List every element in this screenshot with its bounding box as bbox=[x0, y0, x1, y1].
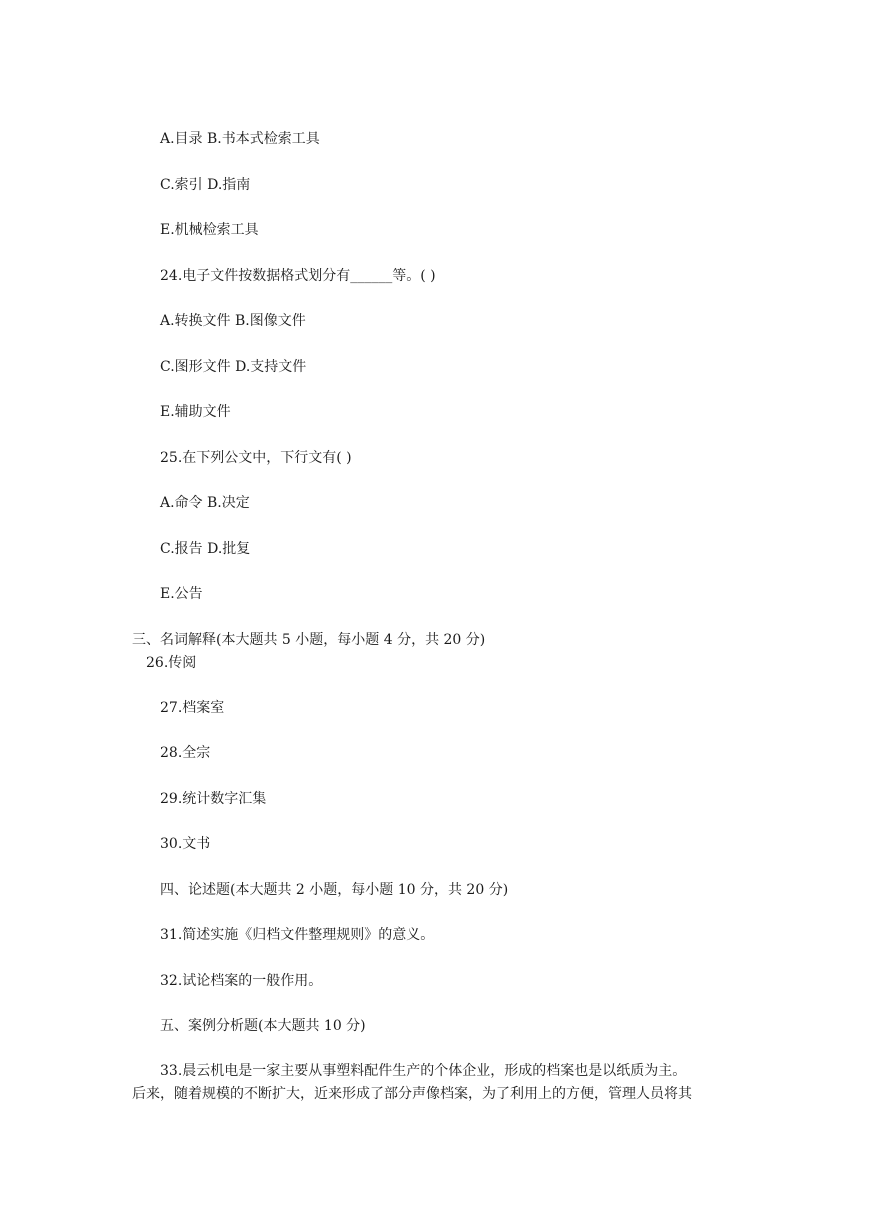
q24-option-ab: A.转换文件 B.图像文件 bbox=[160, 313, 306, 329]
term-item: 26.传阅 bbox=[146, 655, 197, 671]
q24-stem: 24.电子文件按数据格式划分有______等。( ) bbox=[160, 268, 436, 284]
q24-option-cd: C.图形文件 D.支持文件 bbox=[160, 359, 307, 375]
essay-item: 31.简述实施《归档文件整理规则》的意义。 bbox=[160, 927, 435, 943]
case-paragraph-line-1: 33.晨云机电是一家主要从事塑料配件生产的个体企业，形成的档案也是以纸质为主。 bbox=[160, 1063, 687, 1079]
q23-option-e: E.机械检索工具 bbox=[160, 222, 259, 238]
term-item: 27.档案室 bbox=[160, 700, 225, 716]
q25-option-ab: A.命令 B.决定 bbox=[160, 495, 250, 511]
q25-option-e: E.公告 bbox=[160, 586, 203, 602]
case-paragraph-line-2: 后来，随着规模的不断扩大，近来形成了部分声像档案，为了利用上的方便，管理人员将其 bbox=[132, 1086, 692, 1102]
section5-heading: 五、案例分析题(本大题共 10 分) bbox=[160, 1018, 366, 1034]
q24-option-e: E.辅助文件 bbox=[160, 404, 231, 420]
section3-heading: 三、名词解释(本大题共 5 小题，每小题 4 分，共 20 分) bbox=[132, 632, 486, 648]
q25-stem: 25.在下列公文中，下行文有( ) bbox=[160, 450, 352, 466]
section4-heading: 四、论述题(本大题共 2 小题，每小题 10 分，共 20 分) bbox=[160, 882, 509, 898]
term-item: 30.文书 bbox=[160, 836, 211, 852]
q23-option-cd: C.索引 D.指南 bbox=[160, 177, 251, 193]
term-item: 28.全宗 bbox=[160, 745, 211, 761]
q25-option-cd: C.报告 D.批复 bbox=[160, 541, 251, 557]
essay-item: 32.试论档案的一般作用。 bbox=[160, 973, 323, 989]
q23-option-ab: A.目录 B.书本式检索工具 bbox=[160, 131, 320, 147]
term-item: 29.统计数字汇集 bbox=[160, 791, 267, 807]
